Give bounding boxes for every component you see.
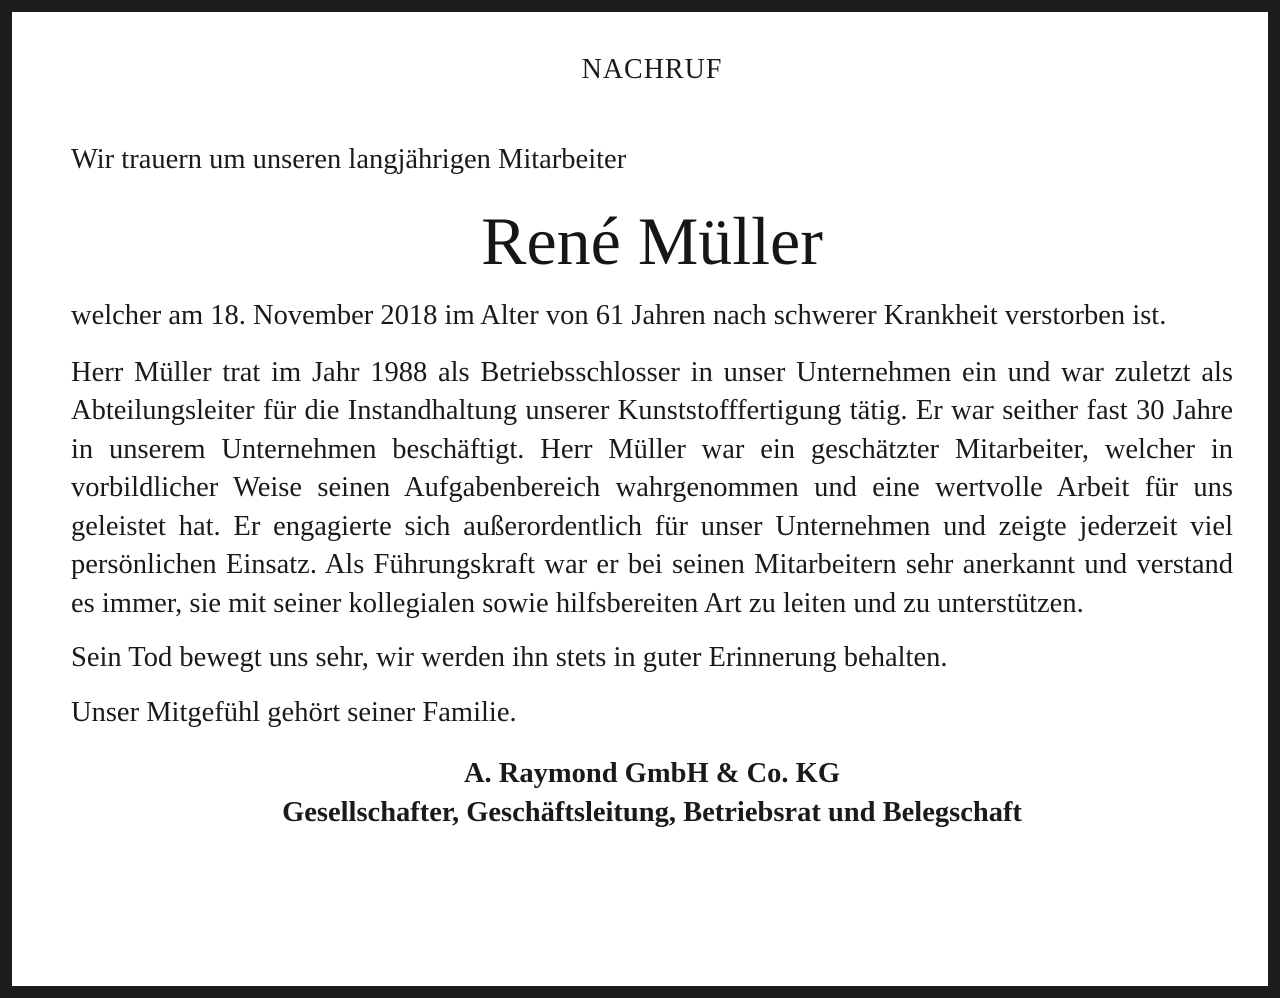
intro-line: Wir trauern um unseren langjährigen Mitarbeiter (71, 144, 627, 175)
signature-block (71, 754, 1233, 832)
paragraph-condolence: Unser Mitgefühl gehört seiner Familie. (71, 696, 517, 728)
signature-company: A. Raymond GmbH & Co. KG (463, 758, 841, 789)
deceased-name: René Müller (481, 203, 823, 279)
paragraph-death-date: welcher am 18. November 2018 im Alter von 61 Jahren nach schwerer Krankheit verstorben ist. (71, 300, 1167, 331)
notice-content (71, 52, 1233, 832)
signature-groups: Gesellschafter, Geschäftsleitung, Betriebsrat und Belegschaft (282, 797, 1022, 828)
paragraph-career: Herr Müller trat im Jahr 1988 als Betriebsschlosser in unser Unternehmen ein und war zuletzt als Abteilungsleiter für die Instandhaltung unserer Kunststofffertigung tätig. Er war seither fast 30 Jahre in unserem Unternehmen beschäftigt. Herr Müller war ein geschätzter Mitarbeiter, welcher in vorbildlicher Weise seinen Aufgabenbereich wahrgenommen und eine wertvolle Arbeit für uns geleistet hat. Er engagierte sich außerordentlich für unser Unternehmen und zeigte jederzeit viel persönlichen Einsatz. Als Führungskraft war er bei seinen Mitarbeitern sehr anerkannt und verstand es immer, sie mit seiner kollegialen sowie hilfsbereiten Art zu leiten und zu unterstützen. (71, 356, 1233, 619)
paragraph-remembrance: Sein Tod bewegt uns sehr, wir werden ihn stets in guter Erinnerung behalten. (71, 642, 948, 673)
notice-heading: NACHRUF (581, 54, 723, 85)
